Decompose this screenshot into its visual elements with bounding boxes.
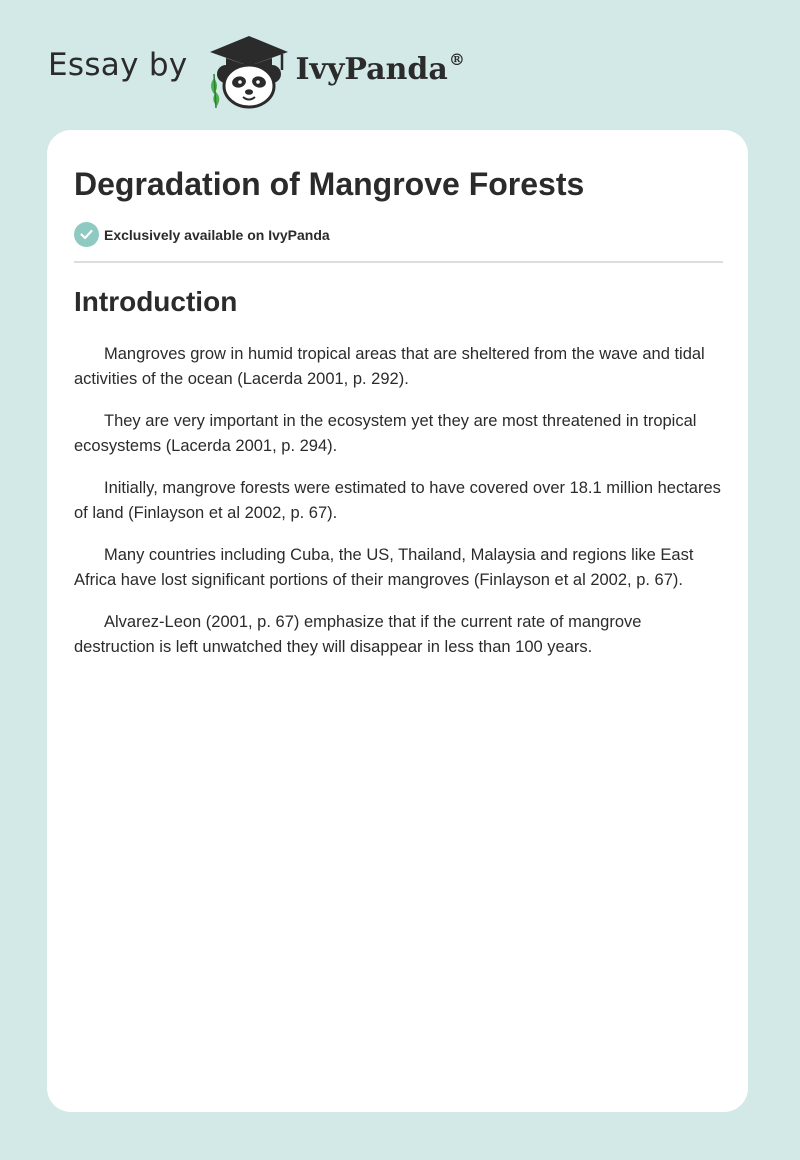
- site-header: [48, 30, 465, 110]
- panda-graduation-cap-icon: [204, 30, 294, 110]
- brand-label: IvyPanda: [295, 51, 448, 87]
- badge-label: Exclusively available on IvyPanda: [104, 226, 330, 243]
- paragraph: Many countries including Cuba, the US, Thailand, Malaysia and regions like East Africa have lost significant portions of their mangroves (Finlayson et al 2002, p. 67).: [74, 546, 694, 589]
- check-circle-icon: [74, 222, 99, 247]
- page-title: Degradation of Mangrove Forests: [74, 166, 585, 202]
- paragraph: Alvarez-Leon (2001, p. 67) emphasize that if the current rate of mangrove destruction is left unwatched they will disappear in less than 100 years.: [74, 613, 642, 656]
- section-heading: Introduction: [74, 286, 238, 317]
- paragraph: Mangroves grow in humid tropical areas that are sheltered from the wave and tidal activities of the ocean (Lacerda 2001, p. 292).: [74, 345, 705, 388]
- registered-mark: ®: [448, 49, 465, 69]
- essay-body: [74, 342, 724, 677]
- brand-name: [295, 49, 465, 87]
- essay-card: [47, 130, 748, 1112]
- paragraph: Initially, mangrove forests were estimated to have covered over 18.1 million hectares of land (Finlayson et al 2002, p. 67).: [74, 479, 721, 522]
- paragraph: They are very important in the ecosystem yet they are most threatened in tropical ecosystems (Lacerda 2001, p. 294).: [74, 412, 697, 455]
- divider: [74, 261, 723, 263]
- essay-by-label: Essay by: [48, 47, 188, 83]
- exclusive-badge: [74, 222, 330, 247]
